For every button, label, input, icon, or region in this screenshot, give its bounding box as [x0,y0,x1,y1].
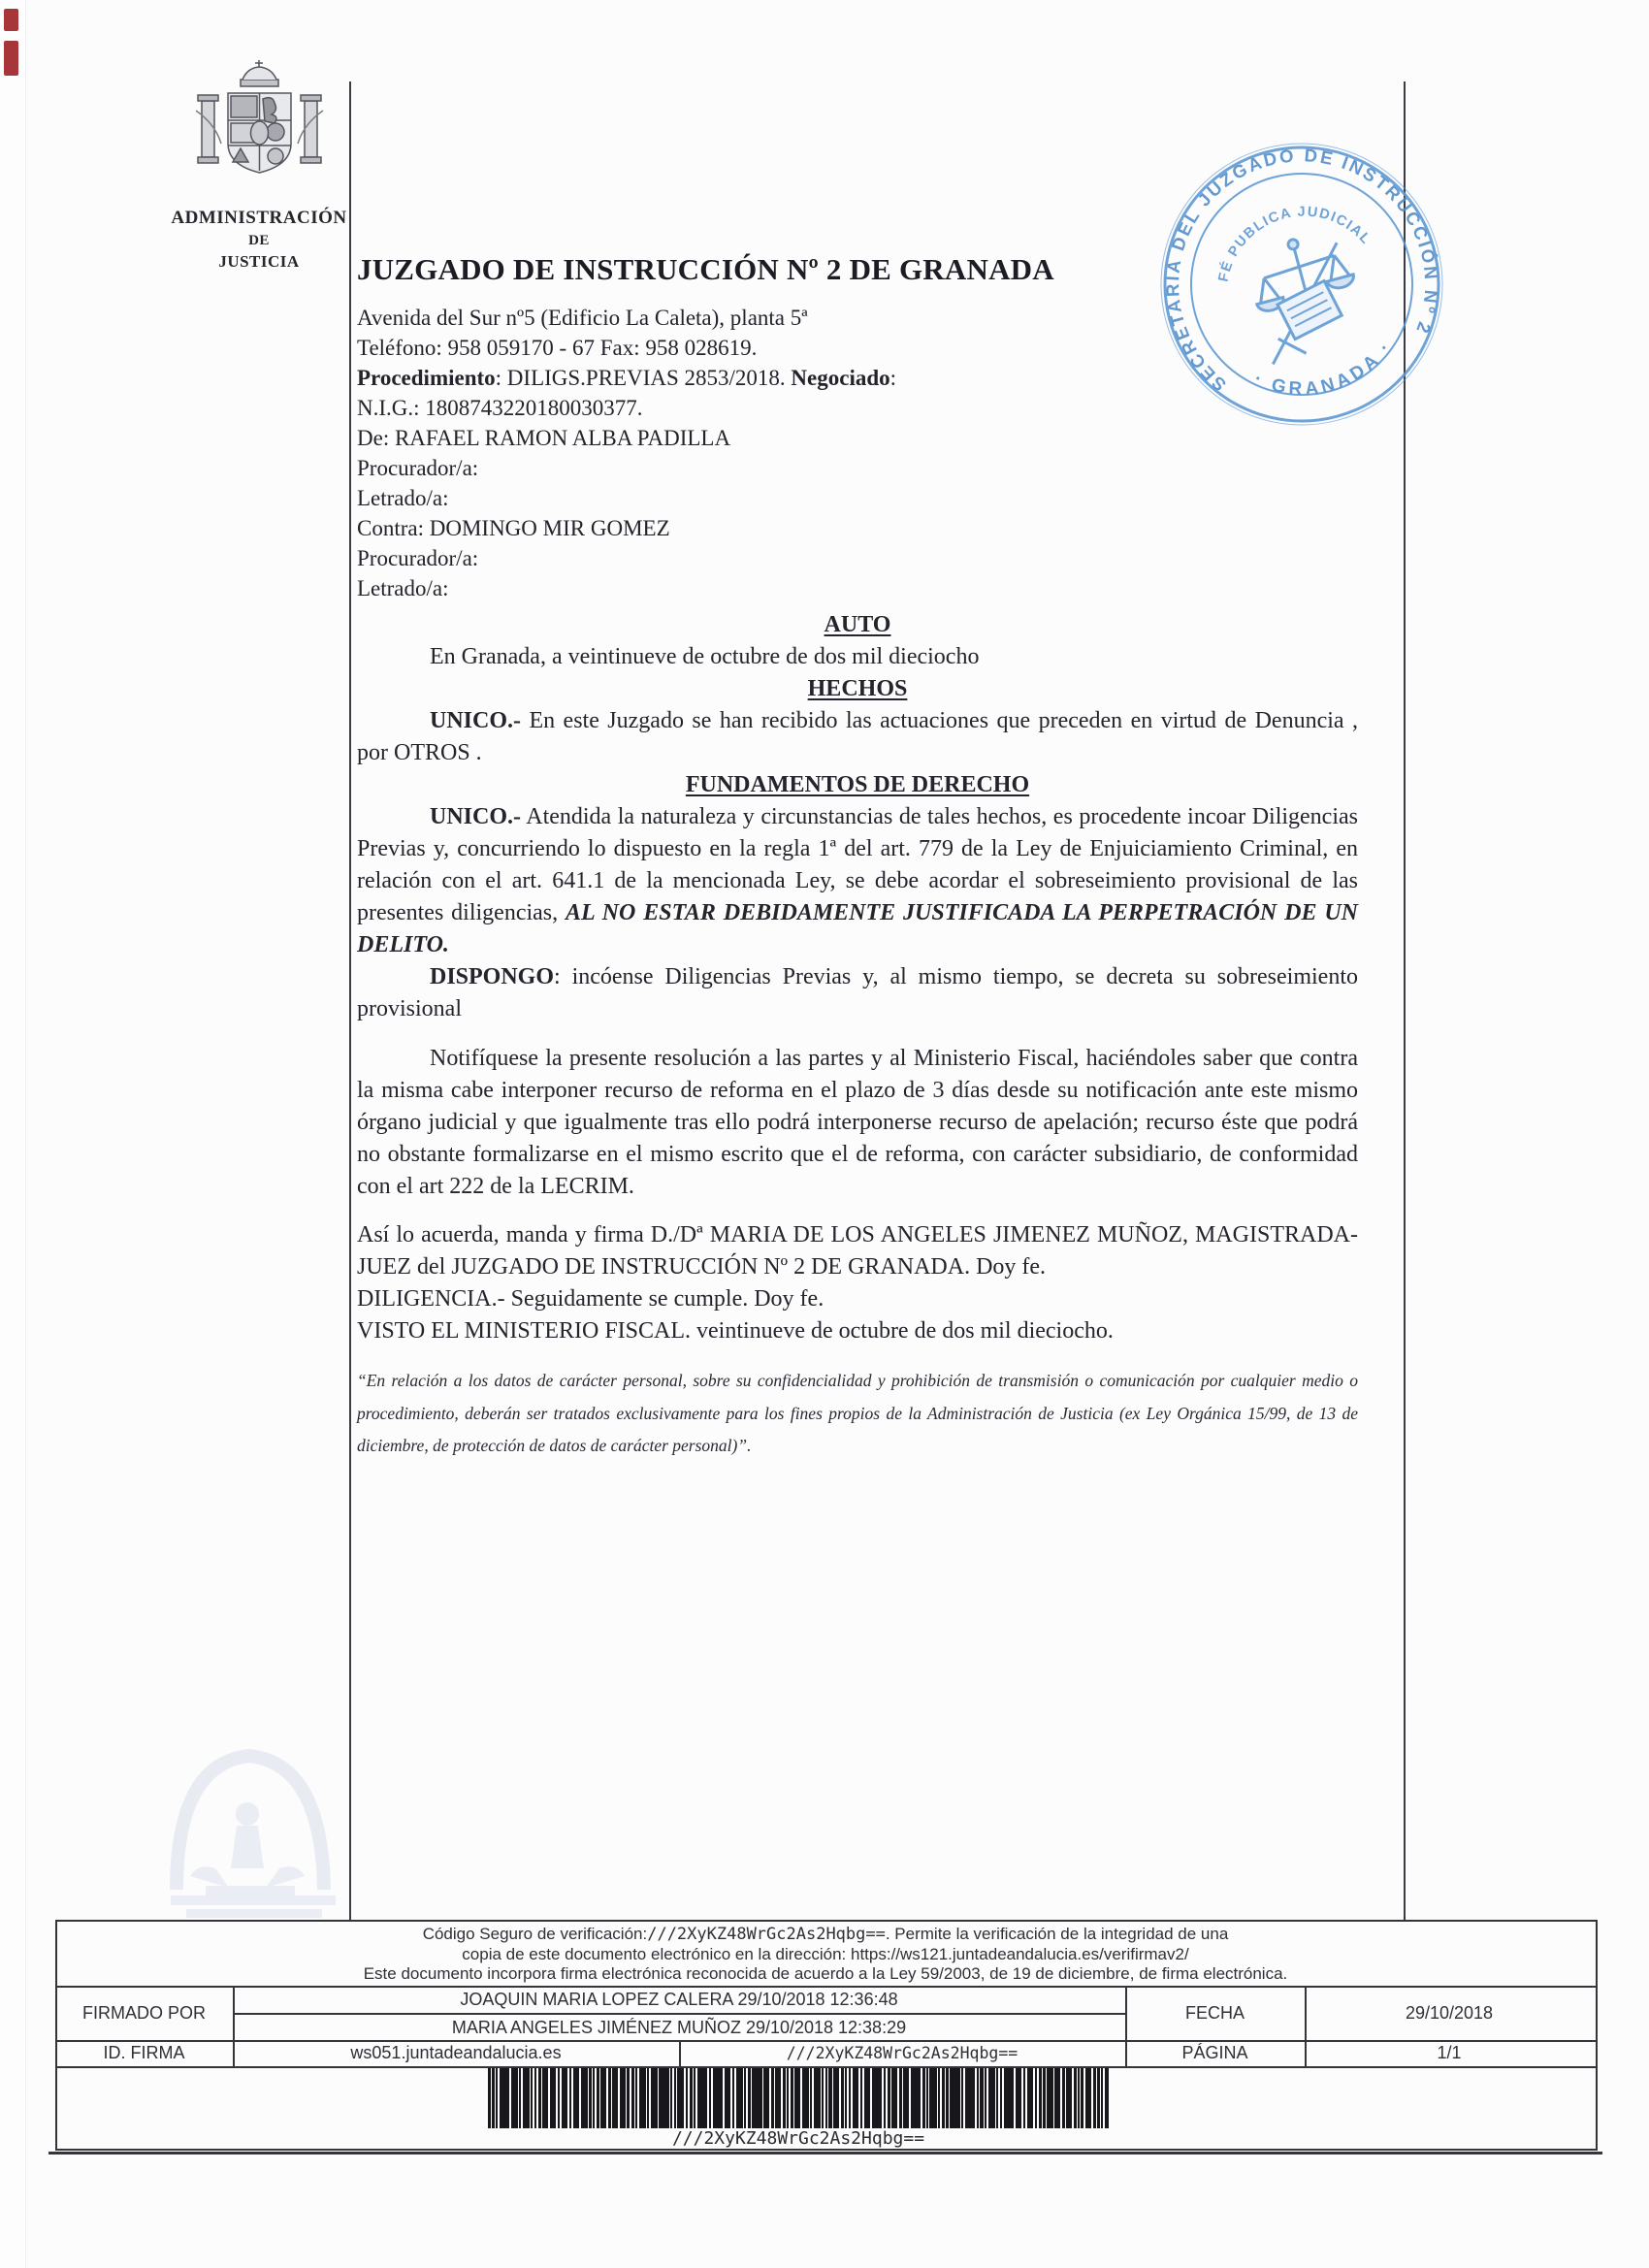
procedure-value: : DILIGS.PREVIAS 2853/2018. [495,366,792,390]
emblem-caption-line2: DE [248,233,270,248]
signature-paragraph: Así lo acuerda, manda y firma D./Dª MARIA DE LOS ANGELES JIMENEZ MUÑOZ, MAGISTRADA-JUEZ del JUZGADO DE INSTRUCCIÓN Nº 2 DE GRANADA. Doy fe. [357,1222,1358,1280]
verification-barcode [488,2068,1109,2128]
notification-paragraph: Notifíquese la presente resolución a las partes y al Ministerio Fiscal, haciéndoles saber que contra la misma cabe interponer recurso de reforma en el plazo de 3 días desde su notificación ante este mismo órgano judicial y que igualmente tras ello podrá interponerse recurso de apelación; recurso éste que podrá no obstante formalizarse en el mismo escrito que el de reforma, con carácter subsidiario, de conformidad con el art 222 de la LECRIM. [357,1046,1358,1199]
left-margin-rule [349,81,351,1920]
signer-1: JOAQUIN MARIA LOPEZ CALERA 29/10/2018 12:36:48 [460,1989,898,2009]
fundamentos-heading: FUNDAMENTOS DE DERECHO [685,772,1030,797]
fecha-value: 29/10/2018 [1405,2002,1494,2023]
lawyer-line-2: Letrado/a: [357,576,449,600]
hechos-unico-label: UNICO.- [430,708,521,733]
negotiated-value: : [889,366,897,390]
stamp-inner-text: FÉ PUBLICA JUDICIAL [1215,204,1374,283]
against-party-line: Contra: DOMINGO MIR GOMEZ [357,516,670,540]
id-firma-label: ID. FIRMA [103,2043,185,2062]
fundamentos-paragraph [357,801,1358,961]
id-firma-code: ///2XyKZ48WrGc2As2Hqbg== [786,2044,1018,2062]
spain-coat-of-arms [184,56,335,204]
csv-verification-text [55,1925,1596,1985]
pagina-value: 1/1 [1437,2043,1462,2062]
csv-line1-suffix: . Permite la verificación de la integridad de una [885,1925,1229,1943]
procedure-label: Procedimiento [357,366,496,390]
pillar-left [196,95,221,163]
signed-by-label: FIRMADO POR [81,2002,206,2023]
procurator-line-2: Procurador/a: [357,546,479,570]
auto-heading: AUTO [824,612,891,637]
id-firma-server: ws051.juntadeandalucia.es [350,2043,562,2062]
fund-unico-text: Atendida la naturaleza y circunstancias de tales hechos, es procedente incoar Diligencias Previas y, concurriendo lo dispuesto en la regla 1ª del art. 779 de la Ley de Enjuiciamiento Criminal, en relación con el art. 641.1 de la mencionada Ley, se debe acordar el sobreseimiento provisional de las presentes diligencias, [357,804,1358,925]
date-line: En Granada, a veintinueve de octubre de dos mil dieciocho [430,644,980,669]
dispongo-paragraph [357,961,1358,1025]
stamp-granada-text: · GRANADA · [1250,336,1398,400]
negotiated-label: Negociado [791,366,890,390]
scan-red-mark [4,9,18,31]
csv-code: ///2XyKZ48WrGc2As2Hqbg== [647,1925,886,1944]
csv-line-3: Este documento incorpora firma electrónica reconocida de acuerdo a la Ley 59/2003, de 19 de diciembre, de firma electrónica. [363,1964,1288,1983]
scan-red-mark [4,41,18,76]
court-phone-fax: Teléfono: 958 059170 - 67 Fax: 958 028619. [357,336,758,360]
signer-2: MARIA ANGELES JIMÉNEZ MUÑOZ 29/10/2018 12:38:29 [451,2017,907,2037]
visto-line: VISTO EL MINISTERIO FISCAL. veintinueve de octubre de dos mil dieciocho. [357,1318,1114,1344]
dispongo-label: DISPONGO [430,964,555,989]
court-address: Avenida del Sur nº5 (Edificio La Caleta), planta 5ª [357,306,808,330]
junta-andalucia-watermark [147,1705,356,1933]
csv-line-1 [55,1925,1596,1945]
hechos-unico-text: En este Juzgado se han recibido las actuaciones que preceden en virtud de Denuncia , por OTROS . [357,708,1358,765]
fecha-label: FECHA [1184,2002,1245,2023]
from-party-line: De: RAFAEL RAMON ALBA PADILLA [357,426,731,450]
emblem-caption-line3: JUSTICIA [218,252,300,271]
csv-line1-prefix: Código Seguro de verificación: [422,1925,648,1943]
lawyer-line-1: Letrado/a: [357,486,449,510]
hechos-paragraph [357,705,1358,769]
fund-unico-label: UNICO.- [430,804,521,829]
court-title: JUZGADO DE INSTRUCCIÓN Nº 2 DE GRANADA [357,252,1054,286]
pagina-label: PÁGINA [1181,2043,1248,2062]
nig-line: N.I.G.: 1808743220180030377. [357,396,643,420]
diligencia-line: DILIGENCIA.- Seguidamente se cumple. Doy fe. [357,1286,824,1312]
footer-bottom-rule [48,2152,1602,2155]
hechos-heading: HECHOS [807,676,908,701]
csv-line-2: copia de este documento electrónico en la dirección: https://ws121.juntadeandalucia.es/verifirmav2/ [462,1944,1189,1963]
pillar-right [298,95,323,163]
scan-edge-strip [0,0,26,2268]
stamp-ring-text: SECRETARIA DEL JUZGADO DE INSTRUCCIÓN Nº 2 [1161,145,1442,396]
procurator-line-1: Procurador/a: [357,456,479,480]
svg-text:· GRANADA · [1246,333,1405,415]
dispongo-text: : incóense Diligencias Previas y, al mismo tiempo, se decreta su sobreseimiento provisional [357,964,1358,1021]
privacy-disclaimer: “En relación a los datos de carácter personal, sobre su confidencialidad y prohibición de transmisión o comunicación por cualquier medio o procedimiento, deberán ser tratados exclusivamente para los fines propios de la Administración de Justicia (ex Ley Orgánica 15/99, de 13 de diciembre, de protección de datos de carácter personal)”. [357,1371,1358,1455]
barcode-code-text: ///2XyKZ48WrGc2As2Hqbg== [671,2128,925,2149]
fund-unico-emphasis: AL NO ESTAR DEBIDAMENTE JUSTIFICADA LA PERPETRACIÓN DE UN DELITO. [357,900,1359,957]
scales-of-justice-icon [1244,227,1371,365]
emblem-caption-line1: ADMINISTRACIÓN [171,208,347,228]
